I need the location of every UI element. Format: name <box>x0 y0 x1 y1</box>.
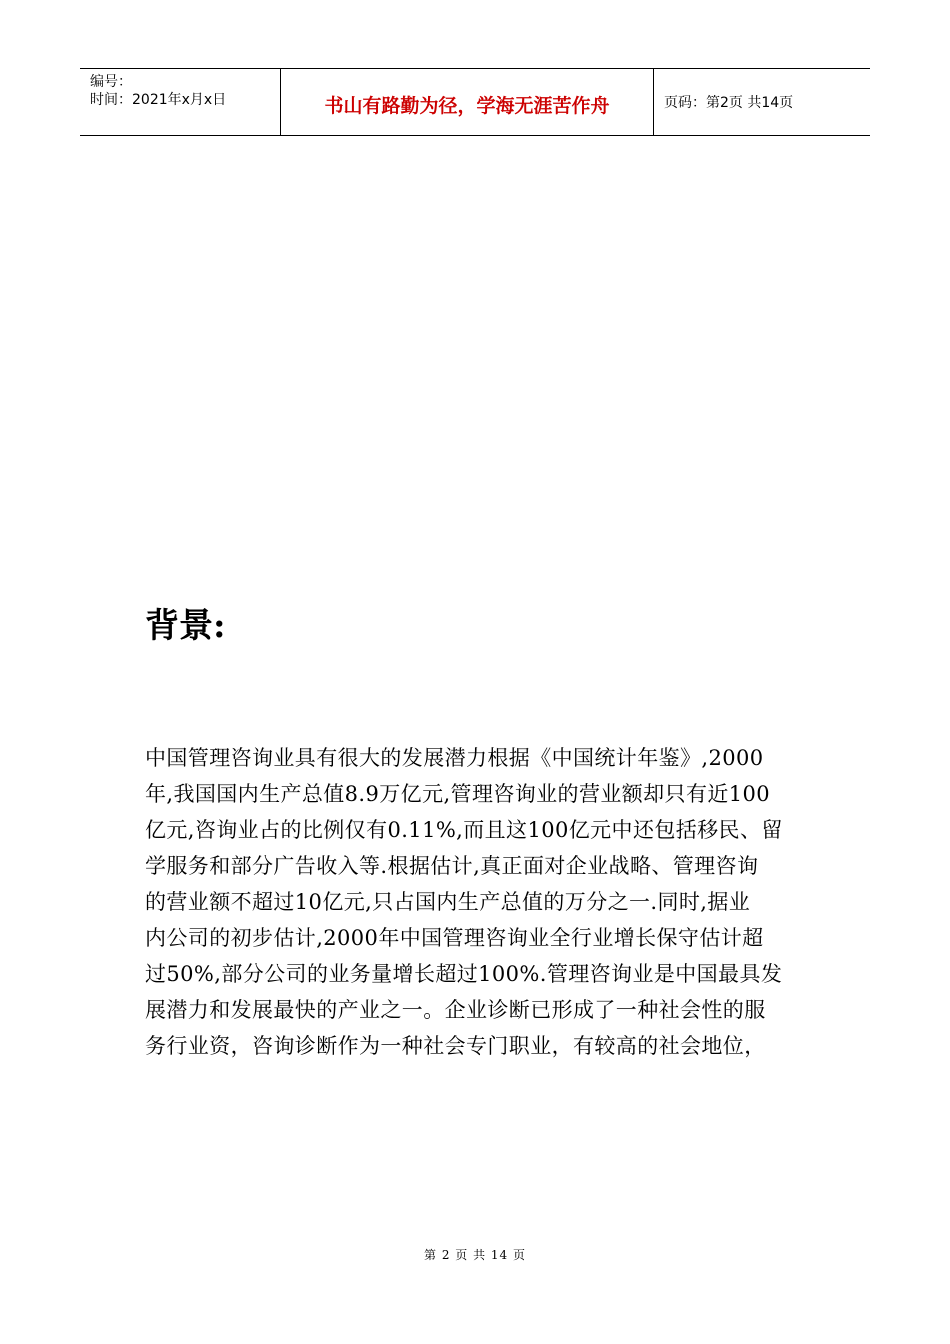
date-label: 时间：2021年x月x日 <box>90 92 227 108</box>
body-paragraph <box>145 740 810 1064</box>
serial-number-label: 编号： <box>90 74 132 90</box>
paragraph-line: 学服务和部分广告收入等.根据估计,真正面对企业战略、管理咨询 <box>145 854 759 878</box>
page-header <box>80 68 870 136</box>
paragraph-line: 年,我国国内生产总值8.9万亿元,管理咨询业的营业额却只有近100 <box>145 782 771 806</box>
header-page-info: 页码：第2页 共14页 <box>664 95 794 111</box>
paragraph-line: 内公司的初步估计,2000年中国管理咨询业全行业增长保守估计超 <box>145 926 764 950</box>
paragraph-line: 过50%,部分公司的业务量增长超过100%.管理咨询业是中国最具发 <box>145 962 783 986</box>
header-meta-cell <box>80 69 281 135</box>
paragraph-line: 展潜力和发展最快的产业之一。企业诊断已形成了一种社会性的服 <box>145 998 766 1022</box>
section-heading: 背景: <box>145 606 226 646</box>
paragraph-line: 的营业额不超过10亿元,只占国内生产总值的万分之一.同时,据业 <box>145 890 751 914</box>
paragraph-line: 中国管理咨询业具有很大的发展潜力根据《中国统计年鉴》,2000 <box>145 746 764 770</box>
page-footer: 第 2 页 共 14 页 <box>424 1248 526 1262</box>
header-motto: 书山有路勤为径，学海无涯苦作舟 <box>281 69 654 135</box>
paragraph-line: 亿元,咨询业占的比例仅有0.11%,而且这100亿元中还包括移民、留 <box>145 818 783 842</box>
paragraph-line: 务行业资，咨询诊断作为一种社会专门职业，有较高的社会地位， <box>145 1034 766 1058</box>
